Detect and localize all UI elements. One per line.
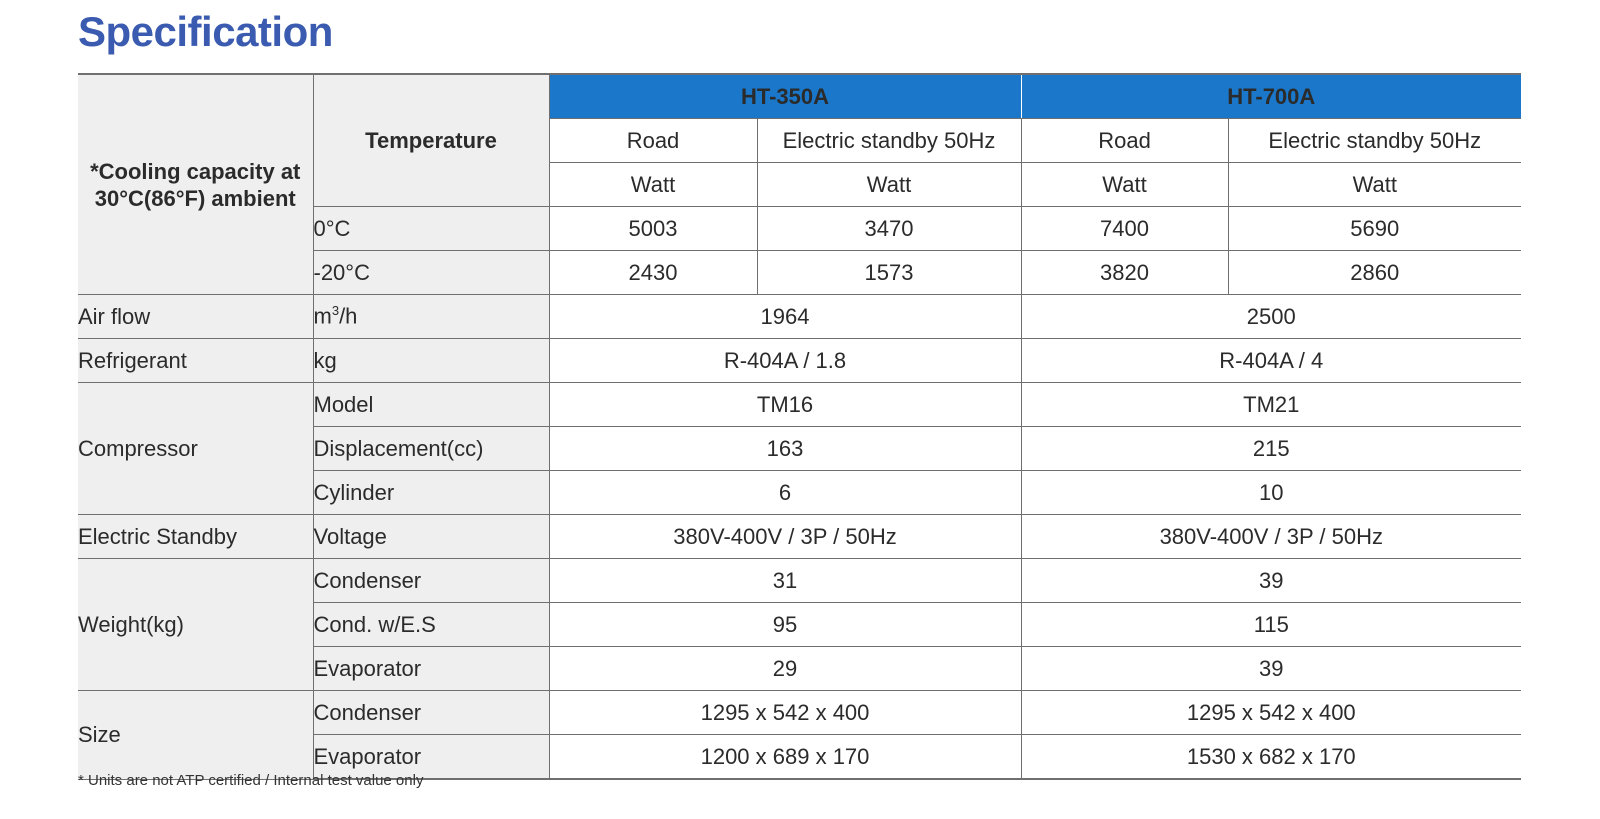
unit-cell: Watt	[1021, 163, 1228, 207]
value-cell: 1200 x 689 x 170	[549, 735, 1021, 780]
row-label: Compressor	[78, 383, 313, 515]
mode-cell: Road	[1021, 119, 1228, 163]
model-header-ht-350a: HT-350A	[549, 74, 1021, 119]
sub-label: Condenser	[313, 691, 549, 735]
temperature-cell: -20°C	[313, 251, 549, 295]
sub-label: Evaporator	[313, 735, 549, 780]
sub-label: Displacement(cc)	[313, 427, 549, 471]
table-row	[78, 515, 1521, 559]
value-cell: 380V-400V / 3P / 50Hz	[1021, 515, 1521, 559]
value-cell: 95	[549, 603, 1021, 647]
mode-cell: Electric standby 50Hz	[1228, 119, 1521, 163]
value-cell: 1530 x 682 x 170	[1021, 735, 1521, 780]
value-cell: 1573	[757, 251, 1021, 295]
footnote: * Units are not ATP certified / Internal test value only	[78, 772, 424, 789]
value-cell: 115	[1021, 603, 1521, 647]
value-cell: 5690	[1228, 207, 1521, 251]
unit-cell: Watt	[757, 163, 1021, 207]
sub-label: Cond. w/E.S	[313, 603, 549, 647]
value-cell: 2430	[549, 251, 757, 295]
value-cell: 163	[549, 427, 1021, 471]
row-label: Weight(kg)	[78, 559, 313, 691]
table-row	[78, 383, 1521, 427]
value-cell: TM21	[1021, 383, 1521, 427]
value-cell: 380V-400V / 3P / 50Hz	[549, 515, 1021, 559]
value-cell: 1964	[549, 295, 1021, 339]
value-cell: 5003	[549, 207, 757, 251]
value-cell: 2500	[1021, 295, 1521, 339]
value-cell: 7400	[1021, 207, 1228, 251]
value-cell: 39	[1021, 647, 1521, 691]
page-title: Specification	[78, 8, 333, 55]
value-cell: TM16	[549, 383, 1021, 427]
temperature-cell: 0°C	[313, 207, 549, 251]
table-row	[78, 74, 1521, 119]
value-cell: 3470	[757, 207, 1021, 251]
table-row	[78, 339, 1521, 383]
cooling-capacity-label: *Cooling capacity at 30°C(86°F) ambient	[78, 74, 313, 295]
mode-cell: Road	[549, 119, 757, 163]
value-cell: 29	[549, 647, 1021, 691]
value-cell: 3820	[1021, 251, 1228, 295]
table-row	[78, 295, 1521, 339]
value-cell: 39	[1021, 559, 1521, 603]
sub-label: Condenser	[313, 559, 549, 603]
value-cell: 31	[549, 559, 1021, 603]
value-cell: 1295 x 542 x 400	[549, 691, 1021, 735]
row-label: Air flow	[78, 295, 313, 339]
value-cell: 10	[1021, 471, 1521, 515]
value-cell: 2860	[1228, 251, 1521, 295]
row-label: Electric Standby	[78, 515, 313, 559]
sub-label: Voltage	[313, 515, 549, 559]
unit-cell: Watt	[1228, 163, 1521, 207]
table-row	[78, 559, 1521, 603]
value-cell: 215	[1021, 427, 1521, 471]
sub-label: Cylinder	[313, 471, 549, 515]
table-row	[78, 691, 1521, 735]
value-cell: R-404A / 1.8	[549, 339, 1021, 383]
row-label: Refrigerant	[78, 339, 313, 383]
sub-label: Evaporator	[313, 647, 549, 691]
value-cell: R-404A / 4	[1021, 339, 1521, 383]
specification-table	[78, 73, 1521, 780]
unit-cell: Watt	[549, 163, 757, 207]
unit-cell: $m^3/h$	[313, 295, 549, 339]
sub-label: Model	[313, 383, 549, 427]
unit-cell: kg	[313, 339, 549, 383]
mode-cell: Electric standby 50Hz	[757, 119, 1021, 163]
row-label: Size	[78, 691, 313, 780]
temperature-label: Temperature	[313, 74, 549, 207]
model-header-ht-700a: HT-700A	[1021, 74, 1521, 119]
value-cell: 6	[549, 471, 1021, 515]
value-cell: 1295 x 542 x 400	[1021, 691, 1521, 735]
